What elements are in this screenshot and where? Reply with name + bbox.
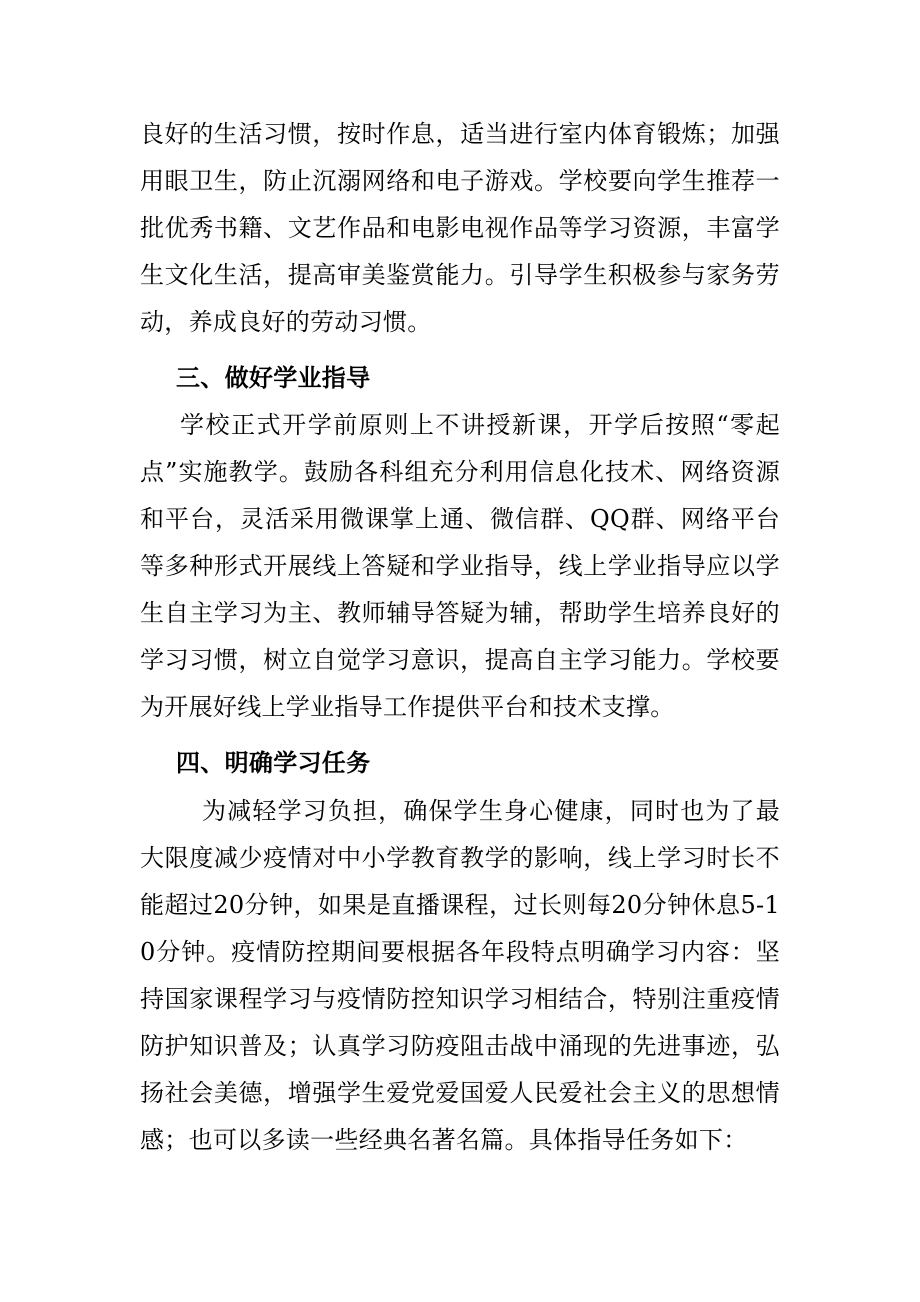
section-heading-4: 四、明确学习任务 [176,749,371,777]
paragraph-life-habits: 良好的生活习惯，按时作息，适当进行室内体育锻炼；加强用眼卫生，防止沉溺网络和电子游戏。学校要向学生推荐一批优秀书籍、文艺作品和电影电视作品等学习资源，丰富学生文化生活，提高审美鉴赏能力。引导学生积极参与家务劳动，养成良好的劳动习惯。 [140,120,780,336]
section-heading-3: 三、做好学业指导 [176,364,371,392]
paragraph-academic-guidance: 学校正式开学前原则上不讲授新课，开学后按照“零起点”实施教学。鼓励各科组充分利用信息化技术、网络资源和平台，灵活采用微课掌上通、微信群、QQ群、网络平台等多种形式开展线上答疑和学业指导，线上学业指导应以学生自主学习为主、教师辅导答疑为辅，帮助学生培养良好的学习习惯，树立自觉学习意识，提高自主学习能力。学校要为开展好线上学业指导工作提供平台和技术支撑。 [140,411,780,721]
paragraph-learning-tasks: 为减轻学习负担，确保学生身心健康，同时也为了最大限度减少疫情对中小学教育教学的影响，线上学习时长不能超过20分钟，如果是直播课程，过长则每20分钟休息5-10分钟。疫情防控期间要根据各年段特点明确学习内容：坚持国家课程学习与疫情防控知识学习相结合，特别注重疫情防护知识普及；认真学习防疫阻击战中涌现的先进事迹，弘扬社会美德，增强学生爱党爱国爱人民爱社会主义的思想情感；也可以多读一些经典名著名篇。具体指导任务如下： [140,797,780,1154]
